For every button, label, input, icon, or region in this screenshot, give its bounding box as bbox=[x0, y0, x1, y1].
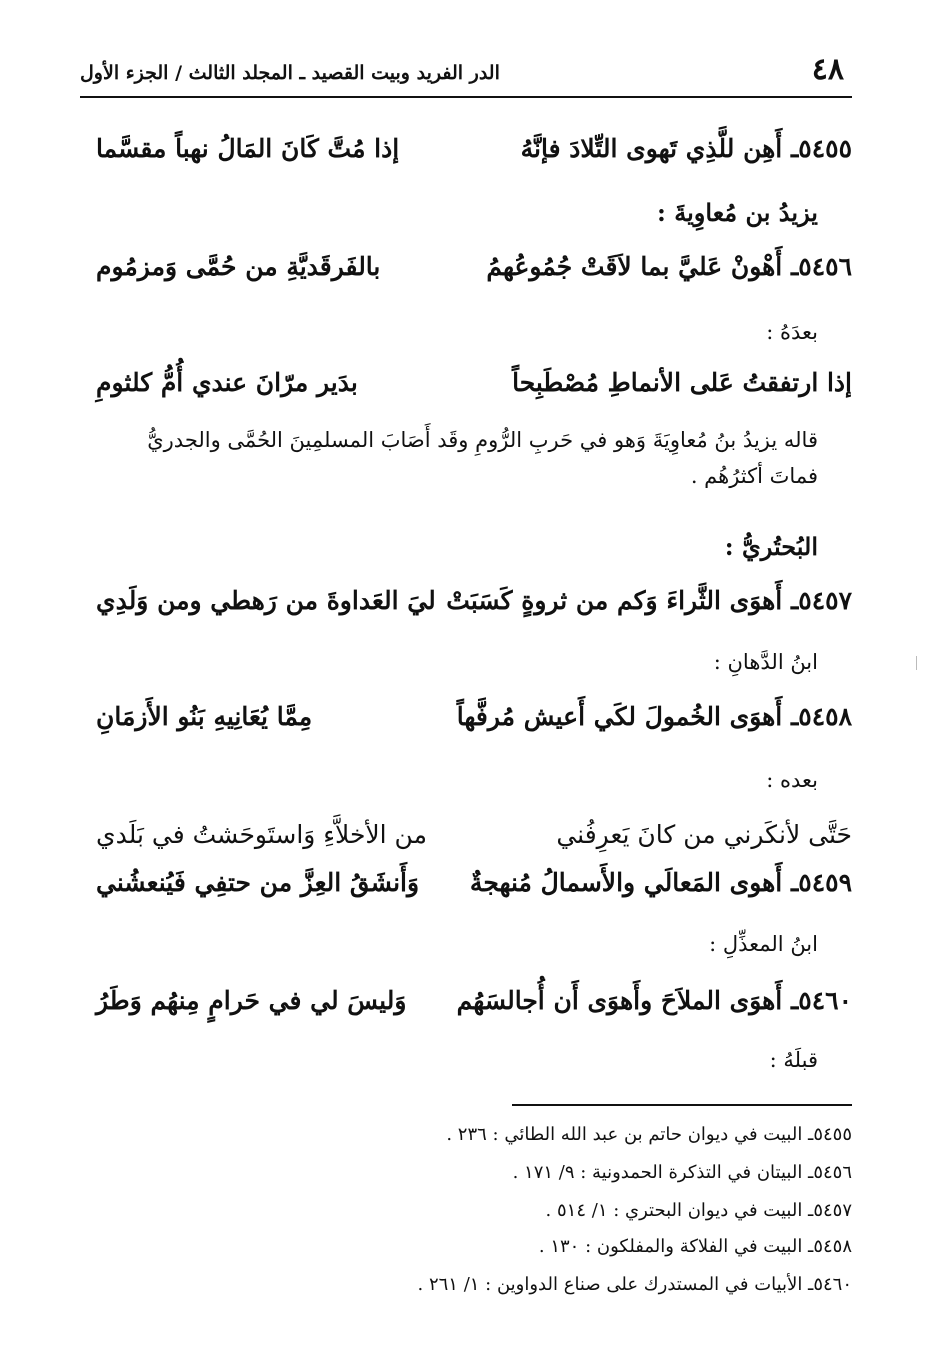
footnote-separator bbox=[512, 1104, 852, 1106]
verse-second-hemistich: ليَ العَداوةَ من رَهطي ومن وَلَدِي bbox=[96, 586, 436, 615]
verse-second-hemistich: من الأخلاَّءِ وَاستَوحَشتُ في بَلَدي bbox=[96, 820, 427, 849]
scan-artifact bbox=[916, 656, 917, 670]
verse-first-hemistich: ٥٤٦٠ـ أَهوَى الملاَحَ وأَهوَى أَن أُجالسَهُم bbox=[456, 986, 852, 1015]
footnote: ٥٤٥٥ـ البيت في ديوان حاتم بن عبد الله الطائي : ٢٣٦ . bbox=[446, 1124, 852, 1145]
verse-second-hemistich: بالفَرقَديَّةِ من حُمَّى وَمزمُوم bbox=[96, 252, 381, 281]
commentary-paragraph: قاله يزيدُ بنُ مُعاوِيَةَ وَهو في حَربِ الرُّومِ وقَد أَصَابَ المسلمِينَ الحُمَّى والجدريُّ فماتَ أكثرُهُم . bbox=[147, 428, 818, 488]
verse-second-hemistich: وَليسَ لي في حَرامٍ مِنهُم وَطَرُ bbox=[96, 986, 407, 1015]
attribution-note: بعدَهُ : bbox=[766, 320, 818, 344]
page-header bbox=[80, 52, 852, 98]
verse-second-hemistich: إذا مُتَّ كَانَ المَالُ نهباً مقسَّما bbox=[96, 134, 400, 163]
poet-attribution: ابنُ الدَّهانِ : bbox=[713, 650, 818, 674]
poet-attribution: ابنُ المعذِّلِ : bbox=[709, 932, 818, 956]
footnote: ٥٤٥٧ـ البيت في ديوان البحتري : ١/ ٥١٤ . bbox=[545, 1200, 852, 1221]
verse-first-hemistich: ٥٤٥٨ـ أَهوَى الخُمولَ لكَي أَعيش مُرفَّهاً bbox=[456, 702, 852, 731]
running-title: الدر الفريد وبيت القصيد ـ المجلد الثالث / الجزء الأول bbox=[80, 62, 500, 84]
verse-second-hemistich: بدَير مرّانَ عندي أُمُّ كلثومِ bbox=[96, 368, 358, 397]
poet-attribution: البُحتُريُّ : bbox=[724, 532, 818, 561]
verse-second-hemistich: مِمَّا يُعَانِيهِ بَنُو الأَزمَانِ bbox=[96, 702, 313, 731]
verse-first-hemistich: ٥٤٥٧ـ أَهوَى الثَّراءَ وَكم من ثروةٍ كَسَبَتْ bbox=[446, 586, 852, 615]
verse-first-hemistich: حَتَّى لأنكَرني من كانَ يَعرِفُني bbox=[556, 820, 852, 849]
attribution-note: قبلَهُ : bbox=[769, 1048, 818, 1072]
footnote: ٥٤٥٦ـ البيتان في التذكرة الحمدونية : ٩/ ١٧١ . bbox=[512, 1162, 852, 1183]
verse-second-hemistich: وَأَنشَقُ العِزَّ من حتفِي فَيُنعشُني bbox=[96, 868, 420, 897]
poet-attribution: يزيدُ بن مُعاوِيةَ : bbox=[657, 198, 818, 227]
verse-first-hemistich: ٥٤٥٩ـ أَهوى المَعالَي والأَسمالُ مُنهجةٌ bbox=[469, 868, 852, 897]
page-number: ٤٨ bbox=[811, 52, 844, 87]
verse-first-hemistich: ٥٤٥٦ـ أَهْونْ عَليَّ بما لاَقَتْ جُمُوعُهمُ bbox=[486, 252, 852, 281]
footnote: ٥٤٥٨ـ البيت في الفلاكة والمفلكون : ١٣٠ . bbox=[538, 1236, 852, 1257]
attribution-note: بعده : bbox=[766, 768, 818, 792]
verse-first-hemistich: إذا ارتفقتُ عَلى الأنماطِ مُصْطَبِحاً bbox=[512, 368, 852, 397]
verse-first-hemistich: ٥٤٥٥ـ أَهِن للَّذِي تَهوى التِّلادَ فإنَّهُ bbox=[520, 134, 852, 163]
footnote: ٥٤٦٠ـ الأبيات في المستدرك على صناع الدواوين : ١/ ٢٦١ . bbox=[417, 1274, 852, 1295]
